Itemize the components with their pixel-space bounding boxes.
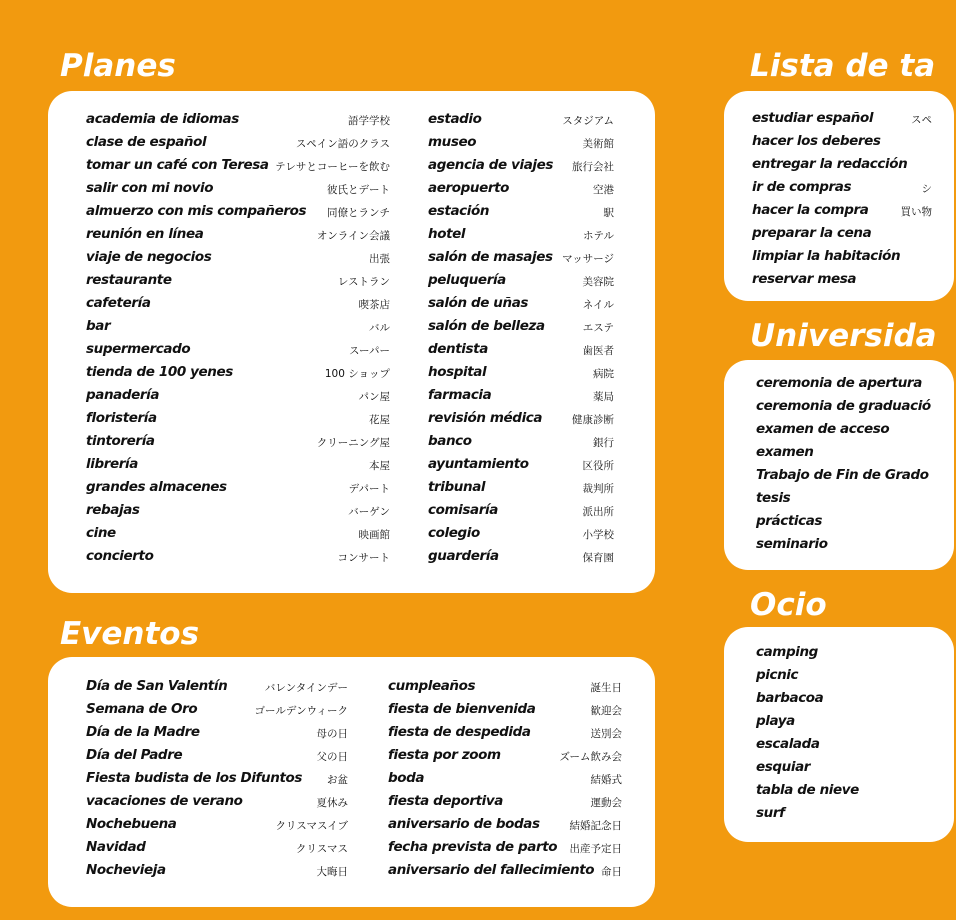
japanese-translation: 本屋 [369, 460, 390, 472]
spanish-term: ceremonia de graduació [756, 398, 931, 414]
eventos-vocab-row [86, 816, 348, 839]
planes-col-1 [86, 111, 390, 571]
ocio-vocab-row [756, 667, 936, 690]
japanese-translation: スペ [911, 114, 932, 126]
spanish-term: salir con mi novio [86, 180, 214, 196]
planes-vocab-row [86, 479, 390, 502]
japanese-translation: お盆 [327, 774, 348, 786]
japanese-translation: 買い物 [900, 206, 932, 218]
spanish-term: farmacia [428, 387, 492, 403]
planes-vocab-row [86, 502, 390, 525]
ocio-vocab-row [756, 805, 936, 828]
spanish-term: prácticas [756, 513, 823, 529]
japanese-translation: スペイン語のクラス [295, 138, 390, 150]
japanese-translation: 命日 [601, 866, 622, 878]
eventos-vocab-row [86, 678, 348, 701]
japanese-translation: バレンタインデー [264, 682, 348, 694]
ocio-vocab-row [756, 644, 936, 667]
japanese-translation: 裁判所 [582, 483, 614, 495]
spanish-term: Día del Padre [86, 747, 183, 763]
spanish-term: ceremonia de apertura [756, 375, 922, 391]
japanese-translation: 100 ショップ [324, 368, 390, 380]
eventos-vocab-row [388, 770, 622, 793]
spanish-term: bar [86, 318, 111, 334]
spanish-term: agencia de viajes [428, 157, 554, 173]
spanish-term: revisión médica [428, 410, 543, 426]
spanish-term: seminario [756, 536, 828, 552]
japanese-translation: 出産予定日 [569, 843, 622, 855]
japanese-translation: パン屋 [358, 391, 390, 403]
japanese-translation: 保育園 [582, 552, 614, 564]
spanish-term: hotel [428, 226, 466, 242]
planes-vocab-row [86, 203, 390, 226]
spanish-term: comisaría [428, 502, 498, 518]
japanese-translation: 結婚式 [590, 774, 622, 786]
eventos-vocab-row [388, 793, 622, 816]
spanish-term: estadio [428, 111, 482, 127]
spanish-term: tomar un café con Teresa [86, 157, 269, 173]
japanese-translation: 歯医者 [582, 345, 614, 357]
planes-vocab-row [86, 410, 390, 433]
japanese-translation: スタジアム [562, 115, 614, 127]
spanish-term: peluquería [428, 272, 506, 288]
japanese-translation: 健康診断 [572, 414, 614, 426]
planes-vocab-row [428, 157, 614, 180]
spanish-term: panadería [86, 387, 160, 403]
spanish-term: cine [86, 525, 116, 541]
spanish-term: estación [428, 203, 490, 219]
japanese-translation: 美術館 [582, 138, 614, 150]
japanese-translation: 駅 [603, 207, 614, 219]
japanese-translation: 出張 [369, 253, 390, 265]
lista-vocab-row [752, 202, 932, 225]
spanish-term: Día de San Valentín [86, 678, 228, 694]
planes-vocab-row [86, 341, 390, 364]
spanish-term: dentista [428, 341, 488, 357]
planes-card [48, 91, 655, 593]
japanese-translation: 旅行会社 [572, 161, 614, 173]
spanish-term: fiesta de despedida [388, 724, 531, 740]
planes-vocab-row [428, 134, 614, 157]
japanese-translation: 母の日 [316, 728, 348, 740]
lista-col [752, 110, 932, 294]
planes-col-2 [428, 111, 614, 571]
japanese-translation: 銀行 [593, 437, 614, 449]
universidad-heading: Universida [750, 318, 937, 354]
spanish-term: tesis [756, 490, 791, 506]
japanese-translation: エステ [582, 322, 614, 334]
spanish-term: almuerzo con mis compañeros [86, 203, 307, 219]
spanish-term: museo [428, 134, 477, 150]
planes-vocab-row [86, 456, 390, 479]
planes-vocab-row [428, 548, 614, 571]
ocio-vocab-row [756, 690, 936, 713]
planes-vocab-row [428, 272, 614, 295]
planes-vocab-row [428, 387, 614, 410]
spanish-term: aniversario de bodas [388, 816, 540, 832]
universidad-vocab-row [756, 421, 956, 444]
japanese-translation: 区役所 [582, 460, 614, 472]
planes-vocab-row [86, 134, 390, 157]
spanish-term: vacaciones de verano [86, 793, 243, 809]
spanish-term: banco [428, 433, 472, 449]
spanish-term: cumpleaños [388, 678, 476, 694]
universidad-vocab-row [756, 536, 956, 559]
spanish-term: entregar la redacción [752, 156, 908, 172]
spanish-term: viaje de negocios [86, 249, 212, 265]
universidad-vocab-row [756, 513, 956, 536]
eventos-vocab-row [86, 862, 348, 885]
japanese-translation: 美容院 [582, 276, 614, 288]
universidad-card [724, 360, 954, 570]
universidad-vocab-row [756, 490, 956, 513]
eventos-card [48, 657, 655, 907]
planes-vocab-row [86, 295, 390, 318]
japanese-translation: ネイル [582, 299, 614, 311]
japanese-translation: 語学学校 [348, 115, 390, 127]
spanish-term: boda [388, 770, 425, 786]
spanish-term: esquiar [756, 759, 811, 775]
japanese-translation: 花屋 [369, 414, 390, 426]
spanish-term: Nochebuena [86, 816, 177, 832]
japanese-translation: ゴールデンウィーク [254, 705, 348, 717]
japanese-translation: クリーニング屋 [316, 437, 390, 449]
spanish-term: Navidad [86, 839, 146, 855]
planes-vocab-row [428, 525, 614, 548]
spanish-term: camping [756, 644, 818, 660]
eventos-vocab-row [86, 770, 348, 793]
eventos-vocab-row [388, 678, 622, 701]
eventos-vocab-row [388, 816, 622, 839]
spanish-term: clase de español [86, 134, 207, 150]
lista-vocab-row [752, 156, 932, 179]
lista-vocab-row [752, 110, 932, 133]
japanese-translation: 誕生日 [590, 682, 622, 694]
spanish-term: Trabajo de Fin de Grado [756, 467, 929, 483]
eventos-vocab-row [388, 701, 622, 724]
planes-vocab-row [428, 410, 614, 433]
eventos-vocab-row [86, 747, 348, 770]
eventos-vocab-row [86, 701, 348, 724]
planes-vocab-row [428, 295, 614, 318]
ocio-vocab-row [756, 782, 936, 805]
spanish-term: playa [756, 713, 795, 729]
japanese-translation: 運動会 [590, 797, 622, 809]
planes-vocab-row [428, 433, 614, 456]
spanish-term: librería [86, 456, 138, 472]
japanese-translation: コンサート [337, 552, 390, 564]
spanish-term: guardería [428, 548, 499, 564]
eventos-col-2 [388, 678, 622, 885]
japanese-translation: バル [369, 322, 390, 334]
japanese-translation: 大晦日 [316, 866, 348, 878]
spanish-term: tribunal [428, 479, 486, 495]
japanese-translation: レストラン [337, 276, 390, 288]
spanish-term: tintorería [86, 433, 155, 449]
spanish-term: concierto [86, 548, 154, 564]
eventos-vocab-row [86, 724, 348, 747]
spanish-term: salón de uñas [428, 295, 529, 311]
eventos-col-1 [86, 678, 348, 885]
japanese-translation: 父の日 [316, 751, 348, 763]
eventos-vocab-row [388, 724, 622, 747]
lista-vocab-row [752, 225, 932, 248]
japanese-translation: 夏休み [316, 797, 348, 809]
eventos-vocab-row [86, 793, 348, 816]
japanese-translation: 喫茶店 [358, 299, 390, 311]
universidad-vocab-row [756, 398, 956, 421]
japanese-translation: 派出所 [582, 506, 614, 518]
lista-vocab-row [752, 271, 932, 294]
japanese-translation: 映画館 [358, 529, 390, 541]
planes-heading: Planes [60, 48, 176, 84]
planes-vocab-row [86, 548, 390, 571]
spanish-term: salón de masajes [428, 249, 553, 265]
japanese-translation: 薬局 [593, 391, 614, 403]
ocio-card [724, 627, 954, 842]
spanish-term: barbacoa [756, 690, 824, 706]
japanese-translation: 結婚記念日 [569, 820, 622, 832]
spanish-term: ir de compras [752, 179, 852, 195]
planes-vocab-row [86, 226, 390, 249]
lista-heading: Lista de ta [750, 48, 936, 84]
japanese-translation: テレサとコーヒーを飲む [275, 161, 390, 173]
spanish-term: ayuntamiento [428, 456, 529, 472]
planes-vocab-row [428, 226, 614, 249]
japanese-translation: オンライン会議 [316, 230, 390, 242]
spanish-term: colegio [428, 525, 480, 541]
spanish-term: aeropuerto [428, 180, 510, 196]
japanese-translation: クリスマス [295, 843, 348, 855]
lista-vocab-row [752, 248, 932, 271]
spanish-term: cafetería [86, 295, 151, 311]
eventos-vocab-row [86, 839, 348, 862]
japanese-translation: ホテル [583, 230, 614, 242]
planes-vocab-row [428, 180, 614, 203]
spanish-term: fecha prevista de parto [388, 839, 558, 855]
spanish-term: tienda de 100 yenes [86, 364, 233, 380]
planes-vocab-row [86, 525, 390, 548]
planes-vocab-row [86, 387, 390, 410]
spanish-term: aniversario del fallecimiento [388, 862, 595, 878]
japanese-translation: 歓迎会 [590, 705, 622, 717]
japanese-translation: スーパー [349, 345, 390, 357]
japanese-translation: バーゲン [348, 506, 390, 518]
planes-vocab-row [428, 111, 614, 134]
spanish-term: tabla de nieve [756, 782, 859, 798]
eventos-vocab-row [388, 839, 622, 862]
spanish-term: salón de belleza [428, 318, 545, 334]
spanish-term: reservar mesa [752, 271, 857, 287]
planes-vocab-row [428, 364, 614, 387]
spanish-term: hacer la compra [752, 202, 869, 218]
japanese-translation: 小学校 [582, 529, 614, 541]
spanish-term: fiesta por zoom [388, 747, 501, 763]
japanese-translation: 病院 [593, 368, 614, 380]
planes-vocab-row [428, 318, 614, 341]
japanese-translation: マッサージ [562, 253, 614, 265]
planes-vocab-row [86, 157, 390, 180]
spanish-term: limpiar la habitación [752, 248, 901, 264]
planes-vocab-row [86, 318, 390, 341]
planes-vocab-row [428, 479, 614, 502]
japanese-translation: 同僚とランチ [327, 207, 390, 219]
spanish-term: fiesta deportiva [388, 793, 503, 809]
universidad-vocab-row [756, 444, 956, 467]
planes-vocab-row [428, 502, 614, 525]
eventos-vocab-row [388, 747, 622, 770]
japanese-translation: 彼氏とデート [327, 184, 390, 196]
lista-card [724, 91, 954, 301]
spanish-term: Fiesta budista de los Difuntos [86, 770, 303, 786]
planes-vocab-row [86, 111, 390, 134]
spanish-term: examen [756, 444, 814, 460]
japanese-translation: シ [921, 183, 932, 195]
spanish-term: estudiar español [752, 110, 874, 126]
eventos-heading: Eventos [60, 616, 200, 652]
spanish-term: Día de la Madre [86, 724, 200, 740]
universidad-vocab-row [756, 375, 956, 398]
japanese-translation: 空港 [593, 184, 614, 196]
spanish-term: grandes almacenes [86, 479, 227, 495]
ocio-vocab-row [756, 759, 936, 782]
spanish-term: reunión en línea [86, 226, 204, 242]
spanish-term: surf [756, 805, 785, 821]
spanish-term: hacer los deberes [752, 133, 881, 149]
lista-vocab-row [752, 179, 932, 202]
spanish-term: preparar la cena [752, 225, 872, 241]
planes-vocab-row [86, 249, 390, 272]
ocio-col [756, 644, 936, 828]
planes-vocab-row [86, 364, 390, 387]
eventos-vocab-row [388, 862, 622, 885]
spanish-term: rebajas [86, 502, 140, 518]
ocio-vocab-row [756, 713, 936, 736]
planes-vocab-row [86, 180, 390, 203]
japanese-translation: デパート [348, 483, 390, 495]
planes-vocab-row [86, 272, 390, 295]
ocio-vocab-row [756, 736, 936, 759]
planes-vocab-row [428, 203, 614, 226]
spanish-term: escalada [756, 736, 820, 752]
planes-vocab-row [428, 341, 614, 364]
spanish-term: fiesta de bienvenida [388, 701, 536, 717]
spanish-term: academia de idiomas [86, 111, 239, 127]
spanish-term: floristería [86, 410, 157, 426]
japanese-translation: 送別会 [590, 728, 622, 740]
spanish-term: restaurante [86, 272, 172, 288]
spanish-term: hospital [428, 364, 487, 380]
japanese-translation: ズーム飲み会 [559, 751, 622, 763]
lista-vocab-row [752, 133, 932, 156]
spanish-term: Nochevieja [86, 862, 166, 878]
spanish-term: Semana de Oro [86, 701, 198, 717]
planes-vocab-row [428, 456, 614, 479]
spanish-term: supermercado [86, 341, 191, 357]
universidad-vocab-row [756, 467, 956, 490]
spanish-term: examen de acceso [756, 421, 890, 437]
universidad-col [756, 375, 956, 559]
planes-vocab-row [86, 433, 390, 456]
planes-vocab-row [428, 249, 614, 272]
japanese-translation: クリスマスイブ [275, 820, 348, 832]
ocio-heading: Ocio [750, 587, 827, 623]
spanish-term: picnic [756, 667, 799, 683]
